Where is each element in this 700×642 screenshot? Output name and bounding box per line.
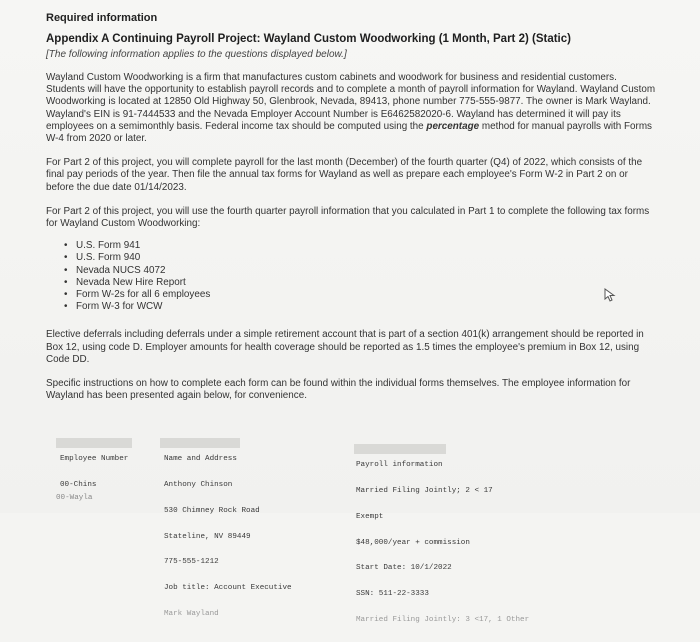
list-item: • Form W-3 for WCW [64, 301, 656, 313]
tax-forms-list [64, 240, 656, 313]
part2-paragraph: For Part 2 of this project, you will complete payroll for the last month (December) of the fourth quarter (Q4) of 2022, which consists of the final pay periods of the year. Then file the annual tax forms for Wayland as well as prepare each employee's Form W-2 in Part 2 on or before the due date 01/14/2023. [46, 157, 643, 193]
payroll-info-header: Payroll information [356, 461, 443, 470]
mouse-cursor-icon [604, 288, 616, 302]
required-information-heading: Required information [46, 12, 158, 24]
salary-line: $48,000/year + commission [356, 538, 470, 547]
phone-line: 775-555-1212 [164, 558, 219, 567]
employee-number-value: 00-Chins [60, 480, 97, 489]
exempt-line: Exempt [356, 512, 384, 521]
list-item: • Nevada NUCS 4072 [64, 265, 656, 277]
list-item: • Form W-2s for all 6 employees [64, 289, 656, 301]
intro-paragraph [46, 72, 656, 145]
part2-forms-paragraph: For Part 2 of this project, you will use the fourth quarter payroll information that you calculated in Part 1 to complete the following tax forms for Wayland Custom Woodworking: [46, 205, 650, 230]
list-item: • U.S. Form 941 [64, 240, 656, 252]
name-line: Anthony Chinson [164, 480, 233, 489]
applies-note: [The following information applies to the questions displayed below.] [46, 49, 347, 60]
list-item: • Nevada New Hire Report [64, 277, 656, 289]
appendix-title: Appendix A Continuing Payroll Project: Wayland Custom Woodworking (1 Month, Part 2) (Static) [46, 33, 571, 45]
next-name-line: Mark Wayland [164, 609, 219, 618]
intro-text-b: method for manual payrolls with Forms W-4 from 2020 or later. [46, 120, 652, 145]
payroll-info-column [356, 444, 529, 642]
instructions-paragraph: Specific instructions on how to complete each form can be found within the individual forms themselves. The employee information for Wayland has been presented again below, for convenience. [46, 378, 631, 402]
city-line: Stateline, NV 89449 [164, 532, 251, 541]
intro-text-a: Wayland Custom Woodworking is a firm that manufactures custom cabinets and woodwork for business and residential customers. Students will have the opportunity to establish payroll records and to complete a month of payroll information for Wayland. Wayland Custom Woodworking is located at 12850 Old Highway 50, Glenbrook, Nevada, 89413, phone number 775-555-9877. The owner is Mark Wayland. Wayland's EIN is 91-7444533 and the Nevada Employer Account Number is E6462582020-6. Wayland has determined it will pay its employees on a semimonthly basis. Federal income tax should be computed using the [46, 72, 656, 132]
start-date-line: Start Date: 10/1/2022 [356, 564, 452, 573]
document-content [46, 12, 656, 414]
next-employee-number: 00-Wayla [56, 494, 93, 502]
name-address-header: Name and Address [164, 455, 237, 464]
employee-number-header: Employee Number [60, 455, 129, 464]
employee-info-table [56, 438, 616, 624]
percentage-emphasis: percentage [426, 120, 480, 132]
filing-status-line: Married Filing Jointly; 2 < 17 [356, 486, 493, 495]
elective-deferrals-paragraph: Elective deferrals including deferrals under a simple retirement account that is part of a section 401(k) arrangement should be reported in Box 12, using code D. Employer amounts for health coverage should be reported as 1.5 times the employee's premium in Box 12, using Code DD. [46, 329, 644, 365]
next-filing-line: Married Filing Jointly: 3 <17, 1 Other [356, 615, 530, 624]
job-title-line: Job title: Account Executive [164, 584, 292, 593]
ssn-line: SSN: 511-22-3333 [356, 590, 429, 599]
name-address-column [164, 438, 292, 636]
list-item: • U.S. Form 940 [64, 252, 656, 264]
address-line: 530 Chimney Rock Road [164, 506, 260, 515]
